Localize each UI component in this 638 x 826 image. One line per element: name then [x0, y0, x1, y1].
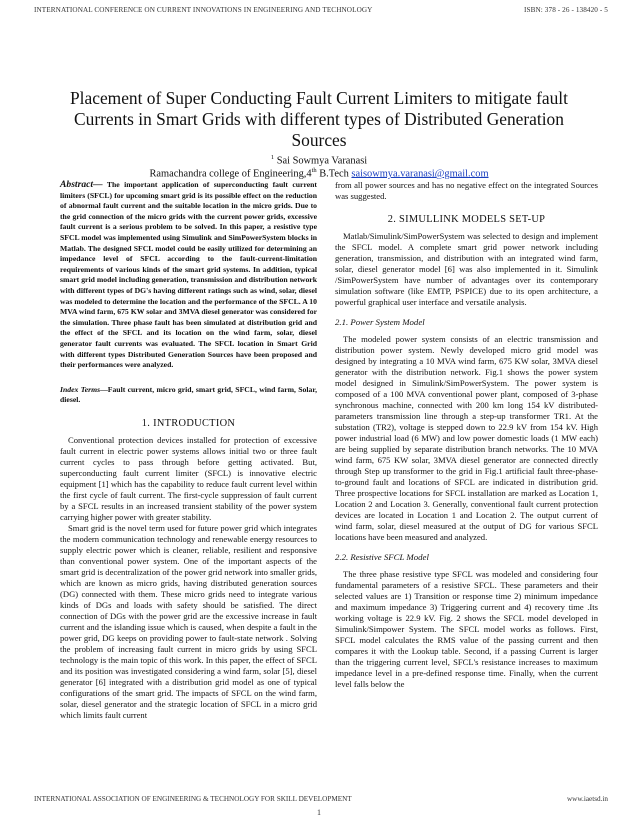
author-email-link[interactable]: saisowmya.varanasi@gmail.com: [351, 168, 489, 180]
affiliation-text: Ramachandra college of Engineering,4: [149, 168, 312, 180]
subsection-2-2-paragraph: The three phase resistive type SFCL was modeled and considering four fundamental parameters of a resistive SFCL. These parameters and their selected values are 1) Transition or response time 2) minimum impedance and maximum impedance 3) Triggering current and 4) recovery time .Its working voltage is 22.9 kV. Fig. 2 shows the SFCL model developed in Simulink/Simpower System. The SFCL model works as follows. First, SFCL model calculates the RMS value of the passing current and then compares it with the Lookup table. Second, if a passing Current is larger than the triggering current level, SFCL's resistance increases to maximum impedance level in a pre-defined response time. Finally, when the current level falls below the: [335, 569, 598, 689]
page-number: 1: [317, 808, 321, 817]
author-line: [0, 154, 638, 166]
section-heading-introduction: 1. INTRODUCTION: [141, 417, 236, 429]
footer-association-name: INTERNATIONAL ASSOCIATION OF ENGINEERING & TECHNOLOGY FOR SKILL DEVELOPMENT: [34, 795, 352, 803]
left-column: [60, 180, 317, 721]
abstract-body: The important application of superconducting fault current limiters (SFCL) for upcoming smart grid is its possible effect on the reduction of abnormal fault current and the suitable location in the micro grids. Due to the grid connection of the micro grids with the current power grids, excessive fault current is a serious problem to be solved. In this paper, a resistive type SFCL model was implemented using Simulink and SimPowerSystem blocks in Matlab. The designed SFCL model could be easily utilized for determining an impedance level of SFCL according to the fault-current-limitation requirements of various kinds of the smart grid systems. In addition, typical smart grid model including generation, transmission and distribution network with different types of DG's having different ratings such as wind, solar, diesel was modeled to determine the location and the performance of the SFCL. A 10 MVA wind farm, 675 KW solar and 3MVA diesel generator was considered for the simulation. Three phase fault has been simulated at distribution grid and the effect of the SFCL and its location on the wind farm, solar, diesel generator fault currents was evaluated. The SFCL location in Smart Grid with different types Distributed Generation Sources have been proposed and their performances were analyzed.: [60, 180, 317, 370]
subsection-2-1-paragraph: The modeled power system consists of an electric transmission and distribution power system. Newly developed micro grid model was designed by integrating a 10 MVA wind farm, 675 KW solar, 3MVA diesel generator with the distribution network. Fig.1 shows the power system model designed in Simulink/SimPowerSystem. The power system is composed of a 100 MVA conventional power plant, composed of 3-phase synchronous machine, connected with 200 km long 154 kV distributed-parameters transmission line through a step-up transformer TR1. At the substation (TR2), voltage is stepped down to 22.9 kV from 154 kV. High power industrial load (6 MW) and low power domestic loads (1 MW each) are being supplied by separate distribution branch networks. The 10 MVA wind farm, 675 KW solar, 3MVA diesel generator are connected directly through Step up transformer to the grid in Fig.1 artificial fault three-phase-to-ground fault and locations of SFCL are indicated in distribution grid. Three prospective locations for SFCL installation are marked as Location 1, Location 2 and Location 3. Generally, conventional fault current protection devices are located in Location 1 and Location 2. The output current of wind farm, solar, diesel measured at the output of DG for various SFCL locations have been measured and analyzed.: [335, 334, 598, 542]
subsection-heading-power-system-model: 2.1. Power System Model: [335, 317, 425, 327]
affiliation-line: [0, 167, 638, 179]
index-terms-label: Index Terms: [60, 384, 101, 394]
abstract: [60, 180, 317, 371]
right-column: [335, 180, 598, 690]
intro-continuation: from all power sources and has no negative effect on the integrated Sources was suggested.: [335, 180, 598, 201]
index-terms-body: —Fault current, micro grid, smart grid, SFCL, wind farm, Solar, diesel.: [60, 384, 317, 405]
affiliation-degree: B.Tech: [316, 168, 352, 180]
author-name: Sai Sowmya Varanasi: [276, 155, 368, 167]
header-conference-name: INTERNATIONAL CONFERENCE ON CURRENT INNOVATIONS IN ENGINEERING AND TECHNOLOGY: [34, 6, 373, 14]
author-superscript: 1: [270, 154, 275, 161]
section-heading-simulink-models: 2. SIMULLINK MODELS SET-UP: [387, 214, 546, 225]
affiliation-superscript: th: [311, 167, 317, 174]
subsection-heading-resistive-sfcl-model: 2.2. Resistive SFCL Model: [335, 552, 429, 562]
paper-title: Placement of Super Conducting Fault Current Limiters to mitigate fault Currents in Smart Grids with different types of Distributed Generation Sources: [70, 88, 568, 150]
intro-paragraph-2: Smart grid is the novel term used for future power grid which integrates the modern communication technology and renewable energy resources to supply electric power which is cleaner, reliable, resilient and responsive than conventional power system. One of the important aspects of the smart grid is decentralization of the power grid network into smaller grids, which are known as micro grids, having distributed generation sources (DG) connected with them. These micro grids need to integrate various kinds of DGs and loads with safety should be satisfied. The direct connection of DGs with the power grid are the excessive increase in fault current and the islanding issue which is caused, when despite a fault in the power grid, DG keeps on providing power to fault-state network . Solving the problem of increasing fault current in micro grids by using SFCL technology is the main topic of this work. In this paper, the effect of SFCL and its position was investigated considering a wind farm, solar [5], diesel generator [6] integrated with a distribution grid model as one of typical configurations of the smart grid. The impacts of SFCL on the wind farm, solar, diesel generator and the strategic location of SFCL in a micro grid which limits fault current: [60, 522, 317, 720]
intro-paragraph-1: Conventional protection devices installed for protection of excessive fault current in electric power systems allows initial two or three fault current cycles to pass through before getting activated. But, superconducting fault current limiter (SFCL) is innovative electric equipment [1] which has the capability to reduce fault current level within the first cycle of fault current. The first-cycle suppression of fault current by a SFCL results in an increased transient stability of the power system carrying higher power with greater stability.: [60, 434, 317, 522]
section2-paragraph: Matlab/Simulink/SimPowerSystem was selected to design and implement the SFCL model. A complete smart grid power network including generation, transmission, and distribution with an integrated wind farm, solar, diesel generator model [6] was also implemented in it. Simulink /SimPowerSystem have number of advantages over its contemporary simulation software (like EMTP, PSPICE) due to its open architecture, a powerful graphical user interface and versatile analysis.: [335, 231, 598, 307]
footer-website-link[interactable]: www.iaetsd.in: [566, 795, 608, 803]
abstract-label: Abstract—: [60, 179, 103, 190]
header-isbn: ISBN: 378 - 26 - 138420 - 5: [524, 6, 608, 14]
index-terms: [60, 385, 317, 406]
